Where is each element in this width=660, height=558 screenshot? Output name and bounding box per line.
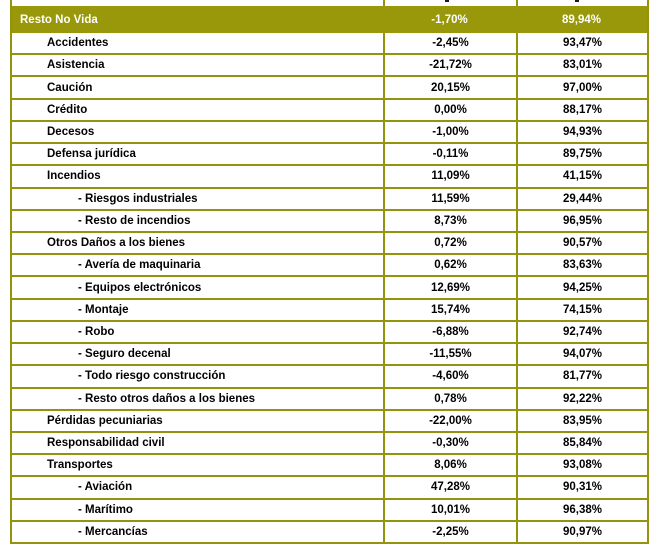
table-row <box>12 33 647 55</box>
row-value-col1: -0,11% <box>383 144 516 164</box>
table-row <box>12 277 647 299</box>
row-label: - Resto de incendios <box>78 214 191 227</box>
row-value-col1: 8,73% <box>383 211 516 231</box>
row-label: - Robo <box>78 325 115 338</box>
cropped-text-remnant <box>575 0 579 2</box>
cropped-value-cell-1 <box>383 0 516 6</box>
row-value-col2: 97,00% <box>516 77 647 97</box>
row-value-col1: 12,69% <box>383 277 516 297</box>
row-label: Otros Daños a los bienes <box>47 237 186 250</box>
row-value-col2: 94,25% <box>516 277 647 297</box>
row-label: Responsabilidad civil <box>47 437 165 450</box>
cropped-row-remnant <box>12 0 647 6</box>
row-value-col1: -22,00% <box>383 411 516 431</box>
table-row <box>12 55 647 77</box>
table-row <box>12 433 647 455</box>
row-value-col1: 15,74% <box>383 300 516 320</box>
row-value-col1: -6,88% <box>383 322 516 342</box>
table-row <box>12 411 647 433</box>
header-label: Resto No Vida <box>20 13 98 26</box>
table-body <box>12 33 647 544</box>
row-value-col2: 94,93% <box>516 122 647 142</box>
row-value-col1: 11,09% <box>383 166 516 186</box>
row-value-col2: 81,77% <box>516 366 647 386</box>
row-value-col1: -4,60% <box>383 366 516 386</box>
row-value-col1: 20,15% <box>383 77 516 97</box>
table-row <box>12 300 647 322</box>
table-row <box>12 255 647 277</box>
row-value-col1: -21,72% <box>383 55 516 75</box>
table-row <box>12 189 647 211</box>
row-value-col1: 0,72% <box>383 233 516 253</box>
header-value-col1: -1,70% <box>431 13 468 26</box>
row-value-col2: 89,75% <box>516 144 647 164</box>
row-value-col2: 90,57% <box>516 233 647 253</box>
row-label: - Equipos electrónicos <box>78 281 202 294</box>
row-value-col1: -0,30% <box>383 433 516 453</box>
row-value-col1: 10,01% <box>383 500 516 520</box>
table-row <box>12 389 647 411</box>
row-value-col1: 11,59% <box>383 189 516 209</box>
row-label: - Avería de maquinaria <box>78 259 201 272</box>
row-label: - Marítimo <box>78 503 133 516</box>
cropped-label-cell <box>12 0 383 6</box>
row-value-col2: 93,08% <box>516 455 647 475</box>
row-value-col1: 0,78% <box>383 389 516 409</box>
table-row <box>12 344 647 366</box>
row-value-col2: 96,38% <box>516 500 647 520</box>
row-label: Accidentes <box>47 37 109 50</box>
cropped-text-remnant <box>445 0 449 2</box>
row-value-col1: 47,28% <box>383 477 516 497</box>
cropped-value-cell-2 <box>516 0 647 6</box>
row-label: - Mercancías <box>78 525 148 538</box>
row-value-col1: 0,00% <box>383 100 516 120</box>
row-value-col2: 94,07% <box>516 344 647 364</box>
row-value-col1: -11,55% <box>383 344 516 364</box>
row-value-col1: -1,00% <box>383 122 516 142</box>
row-value-col2: 85,84% <box>516 433 647 453</box>
table-row <box>12 100 647 122</box>
row-value-col2: 41,15% <box>516 166 647 186</box>
row-value-col1: -2,25% <box>383 522 516 542</box>
table-row <box>12 144 647 166</box>
table-row <box>12 322 647 344</box>
row-label: Defensa jurídica <box>47 148 136 161</box>
row-label: Pérdidas pecuniarias <box>47 414 163 427</box>
row-value-col2: 93,47% <box>516 33 647 53</box>
table-row <box>12 233 647 255</box>
row-value-col2: 83,01% <box>516 55 647 75</box>
table-row <box>12 211 647 233</box>
row-value-col2: 92,74% <box>516 322 647 342</box>
row-label: Decesos <box>47 125 95 138</box>
row-value-col2: 90,31% <box>516 477 647 497</box>
table-row <box>12 366 647 388</box>
row-value-col1: -2,45% <box>383 33 516 53</box>
row-label: Crédito <box>47 103 88 116</box>
row-label: - Riesgos industriales <box>78 192 198 205</box>
row-value-col2: 96,95% <box>516 211 647 231</box>
row-label: - Aviación <box>78 481 133 494</box>
row-label: - Seguro decenal <box>78 348 171 361</box>
table-row <box>12 122 647 144</box>
row-value-col2: 88,17% <box>516 100 647 120</box>
resto-no-vida-table <box>10 0 649 544</box>
table-row <box>12 455 647 477</box>
row-label: Incendios <box>47 170 101 183</box>
row-value-col2: 29,44% <box>516 189 647 209</box>
row-value-col2: 92,22% <box>516 389 647 409</box>
header-value-col2: 89,94% <box>561 13 601 26</box>
table-header-row-resto-no-vida <box>12 6 647 33</box>
row-label: - Montaje <box>78 303 129 316</box>
row-label: Transportes <box>47 459 113 472</box>
table-row <box>12 522 647 544</box>
row-label: Caución <box>47 81 93 94</box>
table-row <box>12 166 647 188</box>
row-value-col1: 8,06% <box>383 455 516 475</box>
table-row <box>12 477 647 499</box>
row-label: - Resto otros daños a los bienes <box>78 392 256 405</box>
table-row <box>12 500 647 522</box>
row-value-col2: 83,63% <box>516 255 647 275</box>
row-value-col2: 74,15% <box>516 300 647 320</box>
row-label: - Todo riesgo construcción <box>78 370 226 383</box>
table-row <box>12 77 647 99</box>
row-value-col2: 83,95% <box>516 411 647 431</box>
row-value-col2: 90,97% <box>516 522 647 542</box>
row-value-col1: 0,62% <box>383 255 516 275</box>
row-label: Asistencia <box>47 59 105 72</box>
